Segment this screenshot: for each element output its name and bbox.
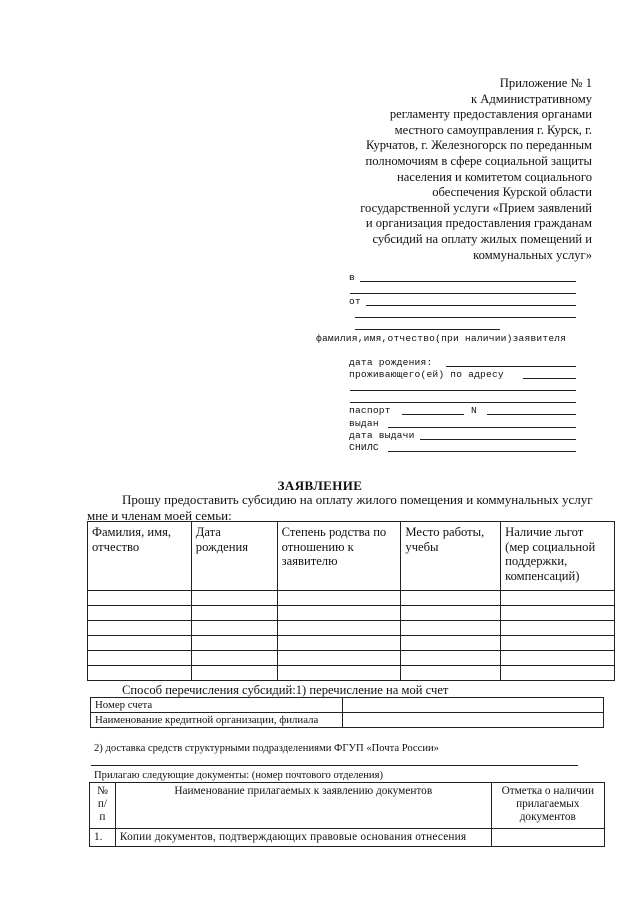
appendix-line: Курчатов, г. Железногорск по переданным [366, 138, 592, 153]
table-cell[interactable] [501, 621, 615, 636]
table-cell[interactable] [191, 606, 277, 621]
appendix-line: Приложение № 1 [499, 76, 592, 90]
header-full-name: Фамилия, имя, отчество [88, 522, 192, 591]
row-number: 1. [90, 829, 116, 847]
table-cell[interactable] [501, 636, 615, 651]
table-cell[interactable] [277, 636, 401, 651]
birth-label: дата рождения: [349, 357, 433, 368]
table-row [88, 651, 615, 666]
documents-intro: Прилагаю следующие документы: (номер почтового отделения) [94, 770, 383, 781]
issued-by-field[interactable] [388, 427, 576, 428]
from-field-line2[interactable] [355, 317, 576, 318]
table-header-row [88, 522, 615, 591]
row-document-name: Копии документов, подтверждающих правовые основания отнесения [115, 829, 491, 847]
table-cell[interactable] [277, 666, 401, 681]
table-cell[interactable] [191, 591, 277, 606]
appendix-header [322, 76, 592, 263]
header-document-name: Наименование прилагаемых к заявлению документов [115, 783, 491, 829]
table-cell[interactable] [88, 636, 192, 651]
bank-name-field[interactable] [342, 713, 603, 728]
table-cell[interactable] [277, 651, 401, 666]
table-cell[interactable] [401, 591, 501, 606]
appendix-line: обеспечения Курской области [432, 185, 592, 200]
account-number-field[interactable] [342, 698, 603, 713]
table-row [88, 606, 615, 621]
snils-field[interactable] [388, 451, 576, 452]
to-label: в [349, 272, 355, 283]
header-workplace: Место работы, учебы [401, 522, 501, 591]
table-row [91, 713, 604, 728]
table-cell[interactable] [88, 666, 192, 681]
issued-by-label: выдан [349, 418, 379, 429]
table-cell[interactable] [277, 621, 401, 636]
passport-label: паспорт [349, 405, 391, 416]
from-field[interactable] [366, 305, 576, 306]
bank-name-label: Наименование кредитной организации, филиала [91, 713, 343, 728]
appendix-line: населения и комитетом социального [397, 169, 592, 184]
appendix-line: и организация предоставления гражданам [365, 216, 592, 231]
table-row [88, 666, 615, 681]
passport-series-field[interactable] [402, 414, 464, 415]
header-number: № п/ п [90, 783, 116, 829]
bank-details-table [90, 697, 604, 728]
table-cell[interactable] [277, 591, 401, 606]
to-field[interactable] [360, 281, 576, 282]
table-cell[interactable] [501, 666, 615, 681]
appendix-line: регламенту предоставления органами [389, 107, 592, 122]
issue-date-label: дата выдачи [349, 430, 415, 441]
table-cell[interactable] [277, 606, 401, 621]
table-header-row [90, 783, 605, 829]
table-cell[interactable] [401, 651, 501, 666]
passport-number-field[interactable] [487, 414, 576, 415]
table-cell[interactable] [501, 606, 615, 621]
appendix-line: местного самоуправления г. Курск, г. [394, 122, 592, 137]
table-row [90, 829, 605, 847]
table-cell[interactable] [191, 666, 277, 681]
request-text: Прошу предоставить субсидию на оплату жилого помещения и коммунальных услуг [122, 492, 593, 507]
table-row [88, 636, 615, 651]
appendix-line: полномочиям в сфере социальной защиты [365, 153, 592, 168]
header-mark: Отметка о наличии прилагаемых документов [491, 783, 604, 829]
table-cell[interactable] [88, 591, 192, 606]
appendix-line: коммунальных услуг» [473, 247, 592, 262]
table-cell[interactable] [501, 591, 615, 606]
appendix-line: к Административному [470, 91, 592, 106]
to-field-line2[interactable] [350, 293, 576, 294]
table-cell[interactable] [401, 666, 501, 681]
snils-label: СНИЛС [349, 442, 379, 453]
table-row [88, 591, 615, 606]
header-relationship: Степень родства по отношению к заявителю [277, 522, 401, 591]
payment-method-text: Способ перечисления субсидий:1) перечисление на мой счет [122, 683, 449, 697]
address-field[interactable] [523, 378, 576, 379]
table-cell[interactable] [401, 606, 501, 621]
from-label: от [349, 296, 361, 307]
document-title: ЗАЯВЛЕНИЕ [277, 478, 363, 493]
documents-table [89, 782, 605, 847]
table-cell[interactable] [501, 651, 615, 666]
table-cell[interactable] [191, 636, 277, 651]
from-field-line3[interactable] [355, 329, 500, 330]
account-number-label: Номер счета [91, 698, 343, 713]
issue-date-field[interactable] [420, 439, 576, 440]
appendix-line: субсидий на оплату жилых помещений и [372, 231, 592, 246]
table-row [91, 698, 604, 713]
table-cell[interactable] [88, 606, 192, 621]
table-row [88, 621, 615, 636]
table-cell[interactable] [191, 621, 277, 636]
header-birth-date: Дата рождения [191, 522, 277, 591]
address-field-line2[interactable] [350, 390, 576, 391]
appendix-line: государственной услуги «Прием заявлений [360, 200, 592, 215]
postal-delivery-text: 2) доставка средств структурными подразделениями ФГУП «Почта России» [94, 743, 439, 754]
post-office-field[interactable] [91, 765, 578, 766]
birth-date-field[interactable] [446, 366, 576, 367]
passport-number-label: N [471, 405, 477, 416]
header-benefits: Наличие льгот (мер социальной поддержки, компенсаций) [501, 522, 615, 591]
table-cell[interactable] [191, 651, 277, 666]
name-caption: фамилия,имя,отчество(при наличии)заявителя [316, 333, 567, 344]
request-text-cont: мне и членам моей семьи: [87, 508, 232, 523]
table-cell[interactable] [401, 636, 501, 651]
table-cell[interactable] [88, 651, 192, 666]
table-cell[interactable] [88, 621, 192, 636]
row-mark-field[interactable] [491, 829, 604, 847]
table-cell[interactable] [401, 621, 501, 636]
family-members-table [87, 521, 615, 681]
address-label: проживающего(ей) по адресу [349, 369, 504, 380]
address-field-line3[interactable] [350, 402, 576, 403]
